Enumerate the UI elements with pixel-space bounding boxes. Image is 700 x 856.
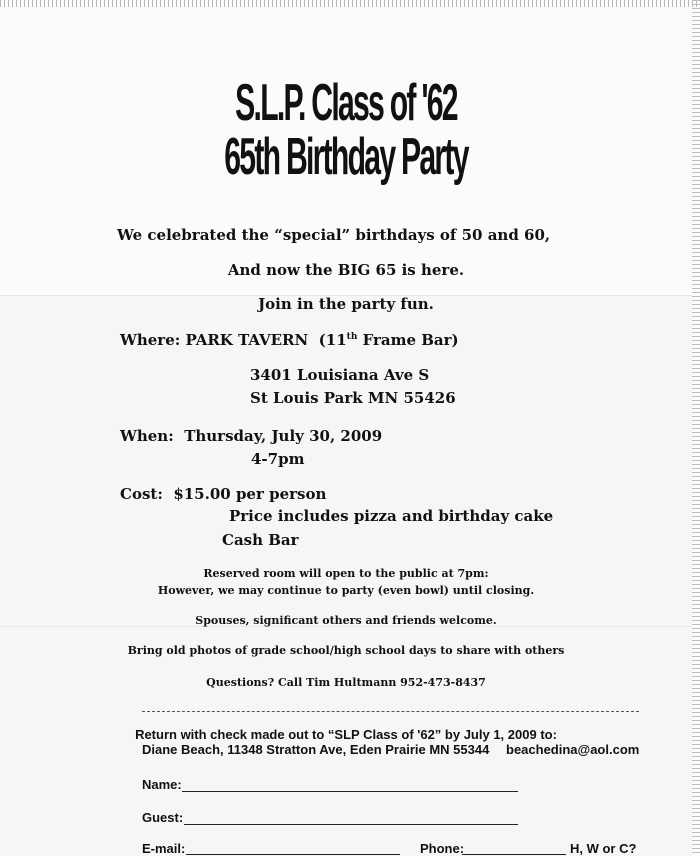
address-line-2: St Louis Park MN 55426	[250, 389, 456, 407]
questions-note: Questions? Call Tim Hultmann 952-473-8437	[206, 676, 486, 689]
where-label: Where:	[120, 331, 181, 349]
cut-line	[142, 711, 639, 712]
intro-line-2: And now the BIG 65 is here.	[227, 261, 465, 279]
email-field[interactable]	[186, 854, 400, 855]
return-email: beachedina@aol.com	[506, 742, 640, 757]
cost-line	[120, 485, 326, 503]
cost-cash-bar: Cash Bar	[222, 531, 299, 549]
cost-amount: $15.00 per person	[173, 485, 327, 503]
spouses-note: Spouses, significant others and friends welcome.	[195, 614, 497, 627]
photos-note: Bring old photos of grade school/high school days to share with others	[127, 644, 565, 657]
perforated-top-edge	[0, 0, 700, 7]
when-label: When:	[120, 427, 174, 445]
reserved-note-1: Reserved room will open to the public at 7pm:	[203, 567, 489, 580]
perforated-right-edge	[692, 0, 700, 856]
when-date: Thursday, July 30, 2009	[184, 427, 383, 445]
guest-label: Guest:	[142, 810, 184, 825]
email-label: E-mail:	[142, 841, 186, 856]
title-class: S.L.P. Class of '62	[235, 74, 457, 132]
name-label: Name:	[142, 777, 182, 792]
when-line	[120, 427, 382, 445]
title-party: 65th Birthday Party	[224, 128, 468, 186]
cost-includes: Price includes pizza and birthday cake	[229, 507, 554, 525]
address-line-1: 3401 Louisiana Ave S	[250, 366, 430, 384]
name-field[interactable]	[182, 791, 518, 792]
when-time: 4-7pm	[251, 450, 305, 468]
return-instructions: Return with check made out to “SLP Class of '62” by July 1, 2009 to:	[135, 727, 557, 742]
where-venue: PARK TAVERN	[185, 331, 309, 349]
reserved-note-2: However, we may continue to party (even bowl) until closing.	[157, 584, 535, 597]
intro-line-1: We celebrated the “special” birthdays of 50 and 60,	[117, 226, 551, 244]
guest-field[interactable]	[184, 824, 518, 825]
phone-field[interactable]	[462, 854, 566, 855]
where-venue-detail: (11th Frame Bar)	[318, 331, 459, 349]
intro-line-3: Join in the party fun.	[258, 295, 434, 313]
cost-label: Cost:	[120, 485, 163, 503]
phone-label: Phone:	[420, 841, 465, 856]
phone-type-label: H, W or C?	[570, 841, 637, 856]
where-line	[120, 331, 459, 349]
return-address: Diane Beach, 11348 Stratton Ave, Eden Prairie MN 55344	[142, 742, 490, 757]
